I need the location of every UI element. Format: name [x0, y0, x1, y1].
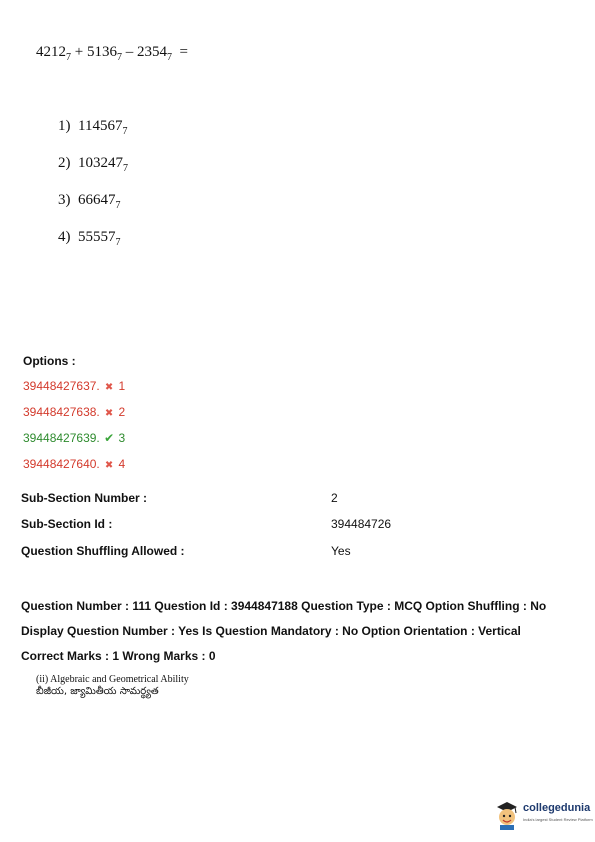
brand-tagline: India's largest Student Review Platform — [523, 817, 593, 822]
term-2: $5136_7$ – — [86, 44, 137, 63]
option-row: 39448427637. ✖ 1 — [23, 378, 125, 404]
cross-icon: ✖ — [104, 408, 114, 419]
question-info-line-3: Correct Marks : 1 Wrong Marks : 0 — [21, 649, 216, 663]
choice-1: 1) $114567_7$ — [58, 118, 128, 137]
question-info-line-1: Question Number : 111 Question Id : 3944847188 Question Type : MCQ Option Shuffling : No — [21, 599, 547, 613]
cross-icon: ✖ — [104, 382, 114, 393]
shuffling-value: Yes — [331, 544, 351, 558]
shuffling-label: Question Shuffling Allowed : — [21, 544, 185, 558]
check-icon: ✔ — [104, 431, 115, 445]
choice-2: 2) $103247_7$ — [58, 155, 128, 174]
subsection-number-label: Sub-Section Number : — [21, 491, 148, 505]
choice-4: 4) $55557_7$ — [58, 229, 121, 248]
section-note — [36, 674, 189, 698]
options-heading: Options : — [23, 354, 76, 368]
options-list — [23, 354, 125, 482]
term-1: $4212_7$ + — [36, 44, 87, 63]
option-row: 39448427638. ✖ 2 — [23, 404, 125, 430]
term-3: $2354_7$ = — [136, 44, 188, 63]
subsection-number-value: 2 — [331, 491, 338, 505]
subsection-id-value: 394484726 — [331, 517, 392, 531]
option-row: 39448427640. ✖ 4 — [23, 456, 125, 482]
subsection-id-label: Sub-Section Id : — [21, 517, 113, 531]
cross-icon: ✖ — [104, 460, 114, 471]
collegedunia-logo — [493, 798, 593, 832]
option-row: 39448427639. ✔ 3 — [23, 431, 126, 445]
choice-3: 3) $66647_7$ — [58, 192, 121, 211]
question-info-line-2: Display Question Number : Yes Is Question Mandatory : No Option Orientation : Vertical — [21, 624, 521, 638]
mascot-icon — [493, 800, 521, 830]
section-note-english: (ii) Algebraic and Geometrical Ability — [36, 674, 189, 685]
section-note-telugu: బీజీయ, జ్యామితీయ సామర్థ్యత — [36, 686, 159, 697]
brand-name: collegedunia — [523, 802, 591, 814]
question-expression — [36, 44, 188, 63]
